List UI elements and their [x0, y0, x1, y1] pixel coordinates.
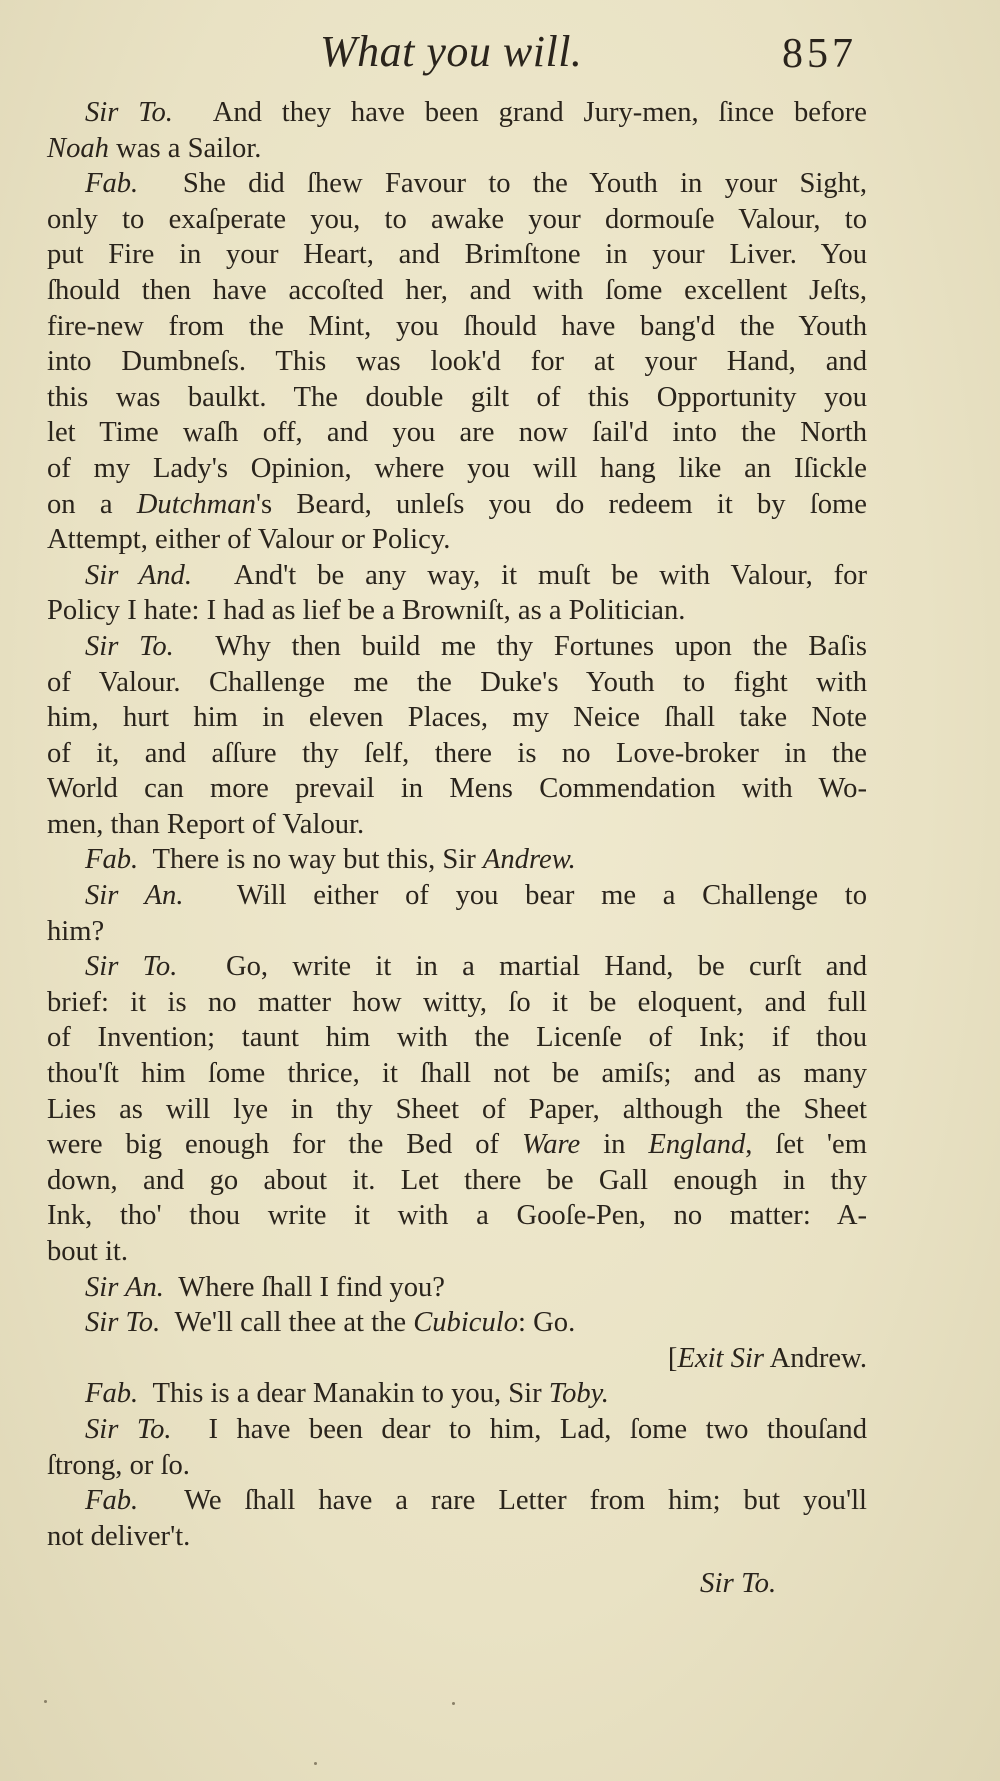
text-run: put Fire in your Heart, and Brimſtone in your Liver. You — [47, 239, 867, 271]
text-run: him? — [47, 915, 105, 947]
speaker-name: Sir And. — [85, 559, 192, 591]
text-line — [47, 1127, 867, 1163]
speaker-name: Fab. — [85, 1378, 139, 1410]
text-line — [47, 914, 867, 950]
text-run: in — [580, 1129, 649, 1161]
text-run: this was baulkt. The double gilt of this Opportunity you — [47, 381, 867, 413]
text-line — [47, 665, 867, 701]
text-run: of Valour. Challenge me the Duke's Youth to fight with — [47, 666, 867, 698]
text-line — [47, 309, 867, 345]
text-run: Will either of you bear me a Challenge to — [236, 880, 867, 912]
speaker-name: Sir An. — [85, 1271, 164, 1303]
paper-speck — [314, 1762, 317, 1765]
text-line — [47, 629, 867, 665]
text-line — [47, 1234, 867, 1270]
running-title: What you will. — [320, 27, 583, 76]
page-number: 857 — [782, 31, 857, 77]
text-run: And they have been grand Jury-men, ſince before — [212, 97, 868, 128]
italic-run: Toby. — [548, 1378, 609, 1410]
text-line — [47, 1270, 867, 1306]
text-line — [47, 451, 867, 487]
text-line — [47, 415, 867, 451]
speaker-name: Sir An. — [85, 880, 184, 912]
text-line — [47, 771, 867, 807]
text-line — [47, 487, 867, 523]
speaker-name: Fab. — [85, 844, 139, 876]
text-run: She did ſhew Favour to the Youth in your Sight, — [182, 168, 867, 200]
text-run: , ſet 'em — [745, 1129, 867, 1161]
text-run: I have been dear to him, Lad, ſome two thouſand — [208, 1413, 867, 1445]
page-header — [0, 22, 1000, 92]
speaker-name: Sir To. — [85, 1307, 161, 1339]
text-run: not deliver't. — [47, 1520, 191, 1552]
speaker-name: Sir To. — [85, 97, 173, 128]
italic-run: Cubiculo — [413, 1307, 519, 1339]
text-run: of my Lady's Opinion, where you will hang like an Iſickle — [47, 452, 867, 484]
text-line — [47, 237, 867, 273]
text-run: Ink, tho' thou write it with a Gooſe-Pen, no matter: A- — [47, 1200, 867, 1232]
text-line — [47, 1412, 867, 1448]
text-run: Go, write it in a martial Hand, be curſt and — [225, 951, 867, 983]
text-run: ſhould then have accoſted her, and with ſome excellent Jeſts, — [47, 274, 867, 306]
text-run: fire-new from the Mint, you ſhould have bang'd the Youth — [47, 310, 867, 342]
text-line — [47, 1198, 867, 1234]
italic-run: Exit Sir — [677, 1342, 765, 1374]
italic-run: Andrew. — [482, 844, 576, 876]
text-run: let Time waſh off, and you are now ſail'd into the North — [47, 417, 867, 449]
text-run: 's Beard, unleſs you do redeem it by ſome — [255, 488, 867, 520]
text-run: brief: it is no matter how witty, ſo it be eloquent, and full — [47, 986, 867, 1018]
text-run: Policy I hate: I had as lief be a Browniſt, as a Politician. — [47, 595, 686, 627]
text-line — [47, 1448, 867, 1484]
text-line — [47, 344, 867, 380]
text-line — [47, 985, 867, 1021]
text-run: on a — [47, 488, 137, 520]
italic-run: England — [648, 1129, 746, 1161]
text-line — [47, 522, 867, 558]
text-run: And't be any way, it muſt be with Valour, for — [233, 559, 868, 591]
text-line — [47, 558, 867, 594]
text-run: World can more prevail in Mens Commendation with Wo- — [47, 773, 867, 805]
text-line — [47, 131, 867, 167]
text-line — [47, 1163, 867, 1199]
text-run: into Dumbneſs. This was look'd for at your Hand, and — [47, 346, 867, 378]
text-line — [47, 95, 867, 131]
text-run: There is no way but this, Sir — [152, 844, 483, 876]
text-run: of it, and aſſure thy ſelf, there is no Love-broker in the — [47, 737, 867, 769]
stage-direction — [47, 1341, 867, 1377]
text-run: This is a dear Manakin to you, Sir — [152, 1378, 549, 1410]
text-run: Attempt, either of Valour or Policy. — [47, 524, 451, 556]
text-line — [47, 166, 867, 202]
text-line — [47, 593, 867, 629]
text-line — [47, 700, 867, 736]
text-line — [47, 1056, 867, 1092]
text-run: ſtrong, or ſo. — [47, 1449, 190, 1481]
text-run: bout it. — [47, 1236, 129, 1267]
text-line — [47, 1519, 867, 1555]
play-text — [47, 95, 867, 1554]
speaker-name: Fab. — [85, 168, 139, 200]
paper-speck — [44, 1700, 47, 1703]
speaker-name: Sir To. — [85, 1413, 172, 1445]
text-run: down, and go about it. Let there be Gall enough in thy — [47, 1164, 867, 1196]
bracket: [ — [667, 1342, 678, 1374]
text-line — [47, 1483, 867, 1519]
text-line — [47, 380, 867, 416]
speaker-name: Sir To. — [85, 951, 178, 983]
text-line — [47, 949, 867, 985]
text-run: men, than Report of Valour. — [47, 808, 365, 840]
text-line — [47, 807, 867, 843]
text-run: Andrew. — [764, 1342, 867, 1374]
text-line — [47, 1305, 867, 1341]
text-line — [47, 1020, 867, 1056]
speaker-name: Sir To. — [85, 630, 174, 662]
text-run: him, hurt him in eleven Places, my Neice ſhall take Note — [47, 702, 867, 734]
italic-run: Noah — [47, 132, 109, 164]
text-run: We'll call thee at the — [174, 1307, 414, 1339]
text-line — [47, 273, 867, 309]
text-line — [47, 202, 867, 238]
text-run: only to exaſperate you, to awake your dormouſe Valour, to — [47, 203, 867, 235]
text-line — [47, 878, 867, 914]
text-run: Where ſhall I find you? — [178, 1271, 445, 1303]
catchword: Sir To. — [700, 1567, 777, 1599]
text-run: thou'ſt him ſome thrice, it ſhall not be amiſs; and as many — [47, 1058, 867, 1090]
text-line — [47, 842, 867, 878]
text-run: Why then build me thy Fortunes upon the Baſis — [215, 630, 867, 662]
text-run: We ſhall have a rare Letter from him; but you'll — [184, 1485, 867, 1517]
text-run: was a Sailor. — [108, 132, 262, 164]
text-run: were big enough for the Bed of — [47, 1129, 522, 1161]
text-line — [47, 1376, 867, 1412]
text-line — [47, 736, 867, 772]
speaker-name: Fab. — [85, 1485, 139, 1517]
italic-run: Dutchman — [136, 488, 256, 520]
italic-run: Ware — [522, 1129, 581, 1161]
text-run: : Go. — [518, 1307, 576, 1339]
text-run: Lies as will lye in thy Sheet of Paper, although the Sheet — [47, 1093, 867, 1125]
text-run: of Invention; taunt him with the Licenſe of Ink; if thou — [47, 1022, 867, 1054]
text-line — [47, 1092, 867, 1128]
paper-speck — [452, 1702, 455, 1705]
